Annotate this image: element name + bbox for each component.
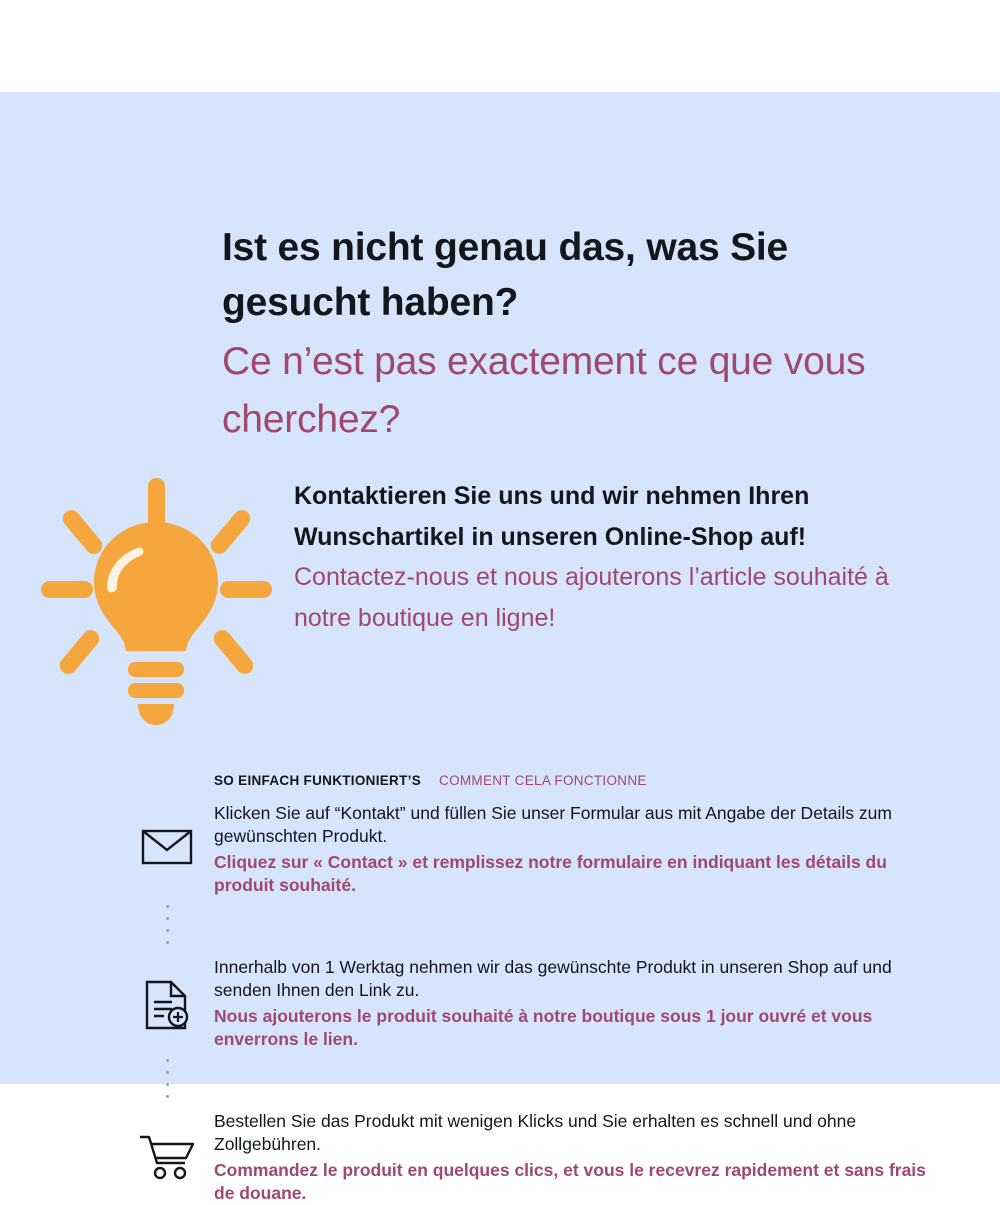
connector-dot [166,1059,169,1062]
connector-dot [166,905,169,908]
list-item [120,952,940,1051]
headline-french: Ce n’est pas exactement ce que vous cherchez? [222,339,866,442]
subhead-french: Contactez-nous et nous ajouterons l’article souhaité à notre boutique en ligne! [294,563,889,632]
step-text-german: Klicken Sie auf “Kontakt” und füllen Sie unser Formular aus mit Angabe der Details zum gewünschten Produkt. [214,803,892,847]
document-add-icon [120,952,214,1030]
step-text-french: Commandez le produit en quelques clics, et vous le recevrez rapidement et sans frais de douane. [214,1159,926,1203]
step-connector [120,897,940,952]
list-item [120,1106,940,1205]
step-text-german: Bestellen Sie das Produkt mit wenigen Klicks und Sie erhalten es schnell und ohne Zollgebühren. [214,1111,857,1155]
connector-dot [166,917,169,920]
connector-dot [166,929,169,932]
connector-dot [166,1083,169,1086]
step-text-french: Cliquez sur « Contact » et remplissez notre formulaire en indiquant les détails du produit souhaité. [214,851,887,895]
section-label-french: COMMENT CELA FONCTIONNE [439,773,647,788]
headline-german: Ist es nicht genau das, was Sie gesucht haben? [222,226,789,325]
step-text-german: Innerhalb von 1 Werktag nehmen wir das gewünschte Produkt in unseren Shop auf und senden Ihnen den Link zu. [214,957,892,1001]
list-item [120,798,940,897]
envelope-icon [120,798,214,866]
step-text [214,1106,940,1205]
steps-list [120,798,940,1205]
lightbulb-icon [38,478,274,728]
headline-block [222,220,932,450]
subhead-german: Kontaktieren Sie uns und wir nehmen Ihren Wunschartikel in unseren Online-Shop auf! [294,482,810,551]
step-connector [120,1051,940,1106]
step-text [214,952,940,1051]
step-text [214,798,940,897]
connector-dot [166,1095,169,1098]
shopping-cart-icon [120,1106,214,1180]
subhead-block [294,476,894,638]
section-label [214,773,647,788]
connector-dot [166,1071,169,1074]
connector-dot [166,941,169,944]
promo-banner [0,92,1000,1203]
section-label-german: SO EINFACH FUNKTIONIERT’S [214,773,422,788]
step-text-french: Nous ajouterons le produit souhaité à notre boutique sous 1 jour ouvré et vous enverrons le lien. [214,1005,873,1049]
